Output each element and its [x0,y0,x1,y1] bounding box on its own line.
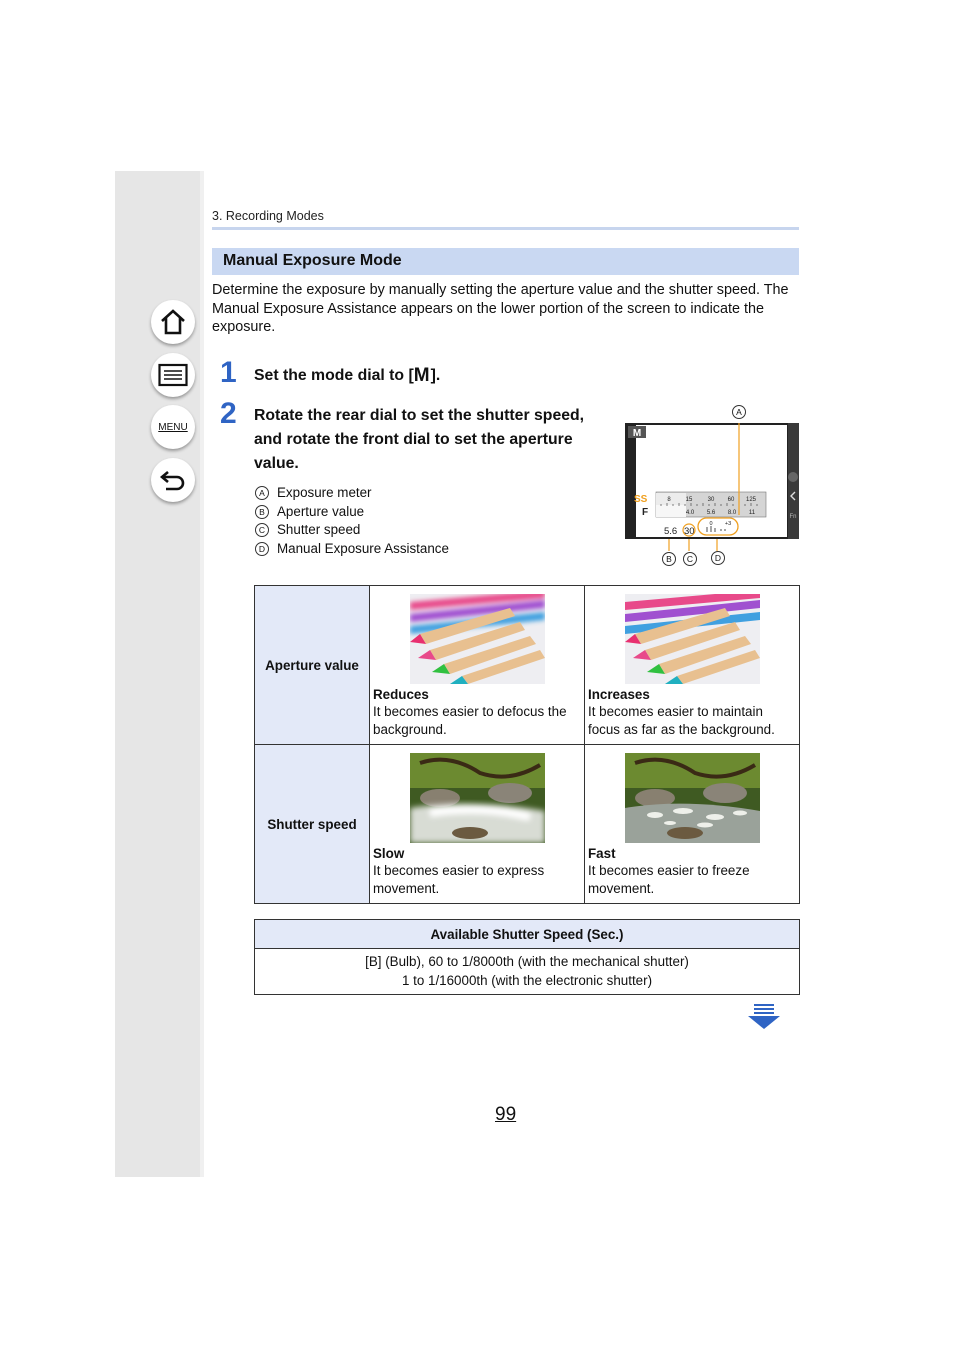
callout-c: C [683,552,697,566]
table-row [255,745,800,904]
sidebar-edge [200,171,204,1177]
legend-text: Aperture value [277,503,365,519]
ss-scale-tick: 60 [727,497,735,503]
legend-marker: B [255,505,269,519]
section-header [212,248,799,275]
list-icon [158,363,188,387]
intro-text: Determine the exposure by manually setting the aperture value and the shutter speed. The Manual Exposure Assistance appears on the lower portion of the screen to indicate the exposure. [212,282,789,335]
f-scale-tick: 8.0 [727,510,737,516]
legend-marker: D [255,542,269,556]
f-scale-tick: 5.6 [706,510,716,516]
menu-button[interactable] [151,405,195,449]
legend-item [254,503,449,522]
page-number: 99 [495,1104,517,1125]
ss-scale-tick: 8 [667,497,671,503]
legend-marker: A [255,486,269,500]
legend-text: Shutter speed [277,522,361,537]
cell-title: Slow [373,846,405,861]
step-1-suffix: ]. [430,367,441,384]
assist-zero: 0 [709,521,713,527]
camera-mode: M [632,428,642,439]
menu-label: MENU [158,421,188,433]
step-2-text: Rotate the rear dial to set the shutter speed, and rotate the front dial to set the aperture value. [254,407,585,472]
cell-title: Increases [588,687,650,702]
legend-item [254,521,449,540]
cell-text: It becomes easier to defocus the background. [373,704,567,737]
step-1-text [254,365,440,387]
cell-text: It becomes easier to express movement. [373,863,545,896]
camera-ss-label: SS [634,494,648,505]
f-scale-tick: 11 [748,510,756,516]
shutter-table-body [255,949,800,995]
legend [254,484,449,558]
legend-text: Manual Exposure Assistance [277,540,449,556]
pencils-deep-image [625,594,760,684]
stream-blur-image [410,753,545,843]
next-page-arrow-icon[interactable] [747,1003,781,1031]
cell-title: Reduces [373,687,429,702]
legend-text: Exposure meter [277,485,372,500]
contents-button[interactable] [151,353,195,397]
cell-reduces [370,586,585,745]
fn-label: Fn [789,514,797,520]
table-row [255,586,800,745]
table-row [255,920,800,949]
step-1-prefix: Set the mode dial to [ [254,367,414,384]
ss-scale-tick: 125 [745,497,757,503]
back-arrow-icon [159,467,187,493]
comparison-table [254,585,800,904]
home-icon [159,308,187,336]
row-head-shutter: Shutter speed [255,745,370,904]
back-button[interactable] [151,458,195,502]
legend-item [254,484,449,503]
callout-d: D [711,551,725,565]
cell-fast [585,745,800,904]
cell-text: It becomes easier to freeze movement. [588,863,750,896]
pencils-shallow-image [410,594,545,684]
shutter-speed-table [254,919,800,995]
camera-shutter-value: 30 [684,526,695,537]
ss-scale-tick: 15 [685,497,693,503]
section-title: Manual Exposure Mode [223,252,402,269]
home-button[interactable] [151,300,195,344]
hand-icon [788,472,798,482]
shutter-table-head: Available Shutter Speed (Sec.) [255,920,800,949]
cell-text: It becomes easier to maintain focus as far as the background. [588,704,775,737]
callout-b: B [662,552,676,566]
shutter-range-electronic: 1 to 1/16000th (with the electronic shutter) [401,972,653,988]
mode-m-icon: M [413,365,431,386]
camera-f-label: F [642,507,649,518]
assist-mark: +3 [724,521,732,527]
ss-scale-tick: 30 [707,497,715,503]
chapter-rule [212,227,799,230]
step-1-number: 1 [220,356,237,389]
shutter-range-mechanical: [B] (Bulb), 60 to 1/8000th (with the mechanical shutter) [365,954,689,969]
step-2-number: 2 [220,397,237,430]
legend-marker: C [255,523,269,537]
f-scale-tick: 4.0 [685,510,695,516]
camera-screen-illustration [625,423,799,539]
stream-frozen-image [625,753,760,843]
cell-title: Fast [588,846,616,861]
table-row [255,949,800,995]
chapter-title: 3. Recording Modes [212,209,324,223]
callout-a: A [732,405,746,419]
camera-aperture-value: 5.6 [664,526,678,537]
row-head-aperture: Aperture value [255,586,370,745]
legend-item [254,540,449,559]
cell-increases [585,586,800,745]
cell-slow [370,745,585,904]
